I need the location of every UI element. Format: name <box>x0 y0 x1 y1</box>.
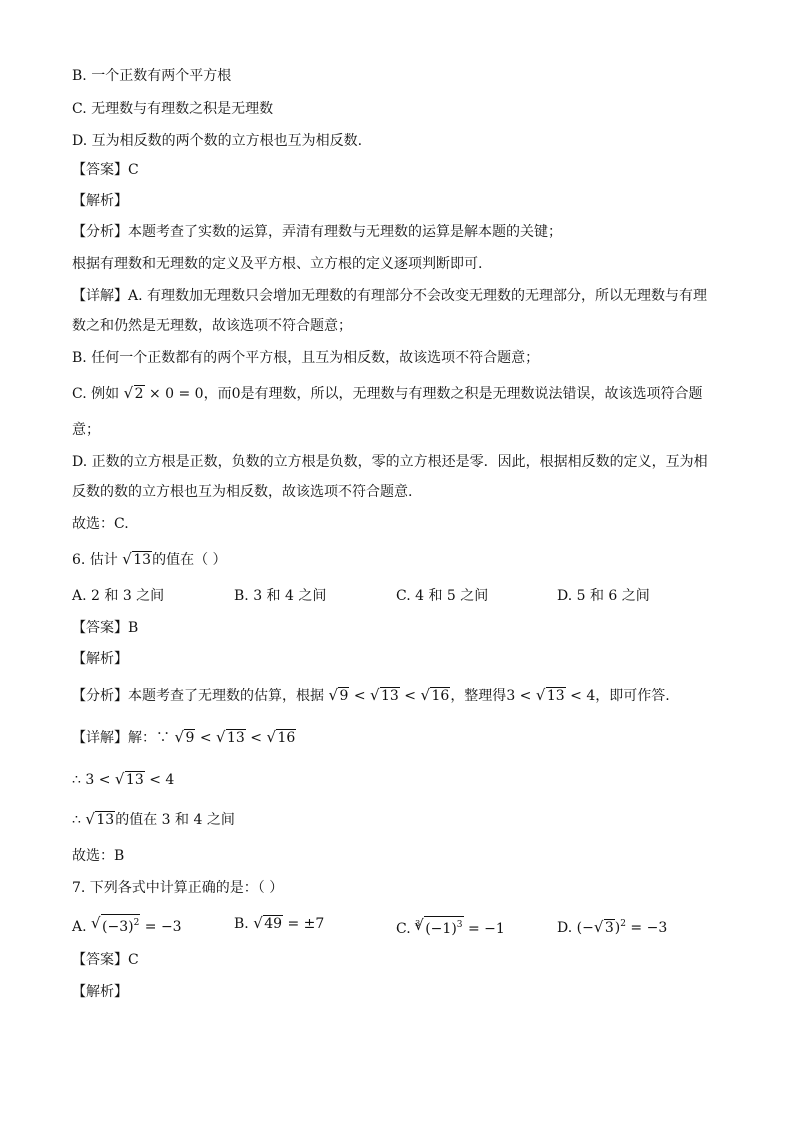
option-label: B. <box>234 916 249 932</box>
sqrt-expression <box>537 686 566 706</box>
sqrt-expression <box>371 686 400 706</box>
q7-option-c <box>396 914 505 939</box>
cube-root-expression <box>415 916 463 939</box>
q5-jiexi-heading: 【解析】 <box>72 193 128 209</box>
q7-option-d <box>557 914 667 938</box>
q5-fenxi-line2: 根据有理数和无理数的定义及平方根、立方根的定义逐项判断即可. <box>72 256 483 272</box>
sqrt-expression <box>86 810 115 830</box>
option-result: = −1 <box>467 921 505 937</box>
detail-c-after: ，而 <box>203 386 232 402</box>
detail-text: 解：∵ <box>128 730 170 746</box>
q7-option-a <box>72 914 182 937</box>
radicand: 2 <box>134 386 144 402</box>
sqrt-expression <box>116 770 145 790</box>
q6-stem-prefix: 6. 估计 <box>72 552 118 568</box>
q5-detail-d: D. 正数的立方根是正数，负数的立方根是负数，零的立方根还是零．因此，根据相反数的定义，互为相 <box>72 454 708 470</box>
radicand: 13 <box>133 552 152 568</box>
answer-value: C <box>128 952 139 968</box>
fenxi-mid: ，整理得 <box>450 688 507 704</box>
step2-prefix: ∴ 3 < <box>72 772 111 788</box>
sqrt-expression <box>123 550 152 570</box>
sqrt-expression <box>92 914 140 937</box>
q6-stem <box>72 550 227 570</box>
q6-option-b: B. 3 和 4 之间 <box>234 588 327 604</box>
radicand: 16 <box>431 688 450 704</box>
option-label: A. <box>72 919 87 935</box>
sqrt-expression <box>217 728 246 748</box>
detail-tag: 【详解】 <box>72 730 128 746</box>
q7-stem: 7. 下列各式中计算正确的是：（ ） <box>72 880 284 896</box>
less-than: < <box>353 688 366 704</box>
sqrt-expression <box>125 384 145 404</box>
step3-suffix: 的值在 3 和 4 之间 <box>115 812 235 828</box>
q6-answer <box>72 618 138 638</box>
option-result: = ±7 <box>287 916 325 932</box>
q5-detail-a-line2: 数之和仍然是无理数，故该选项不符合题意； <box>72 318 352 334</box>
q5-choice: 故选：C. <box>72 516 129 532</box>
radicand: 3 <box>604 920 614 936</box>
answer-tag: 【答案】 <box>72 162 128 178</box>
q5-answer <box>72 160 139 180</box>
q5-detail-c-line2: 意； <box>72 422 100 438</box>
q6-jiexi-heading: 【解析】 <box>72 651 128 667</box>
q5-detail-d-line2: 反数的数的立方根也互为相反数，故该选项不符合题意. <box>72 484 413 500</box>
option-result: = −3 <box>144 919 182 935</box>
less-than: < <box>199 730 212 746</box>
exponent: 2 <box>620 919 626 929</box>
fenxi-text: 本题考查了实数的运算，弄清有理数与无理数的运算是解本题的关键； <box>128 224 562 240</box>
q5-detail-c <box>72 384 703 404</box>
radicand: 9 <box>185 730 195 746</box>
q6-step2 <box>72 770 174 790</box>
sqrt-expression <box>175 728 195 748</box>
less-than: < <box>404 688 417 704</box>
option-label: C. <box>396 921 411 937</box>
q5-detail-b: B. 任何一个正数都有的两个平方根，且互为相反数，故该选项不符合题意； <box>72 350 540 366</box>
detail-c-text: 是有理数，所以，无理数与有理数之积是无理数说法错误，故该选项符合题 <box>240 386 703 402</box>
q5-option-c: C. 无理数与有理数之积是无理数 <box>72 101 274 117</box>
radicand: 16 <box>277 730 296 746</box>
radicand: 13 <box>96 812 115 828</box>
q5-option-b: B. 一个正数有两个平方根 <box>72 68 232 84</box>
q6-choice: 故选：B <box>72 848 125 864</box>
detail-c-prefix: C. 例如 <box>72 386 120 402</box>
fenxi-text: 本题考查了无理数的估算，根据 <box>128 688 324 704</box>
answer-tag: 【答案】 <box>72 620 128 636</box>
sqrt-expression <box>254 914 283 934</box>
fenxi-tag: 【分析】 <box>72 688 128 704</box>
paren-open: (− <box>576 920 594 936</box>
less-than: < <box>250 730 263 746</box>
radicand: 13 <box>227 730 245 746</box>
q5-fenxi <box>72 222 562 242</box>
detail-a-text: A. 有理数加无理数只会增加无理数的有理部分不会改变无理数的无理部分，所以无理数与有理 <box>128 288 708 304</box>
zero-value: 0 <box>231 386 241 402</box>
q6-step3 <box>72 810 235 830</box>
q7-jiexi-heading: 【解析】 <box>72 984 128 1000</box>
q7-answer <box>72 950 139 970</box>
fenxi-end: ，即可作答. <box>595 688 670 704</box>
option-result: = −3 <box>630 920 668 936</box>
q6-option-d: D. 5 和 6 之间 <box>557 588 650 604</box>
sqrt-expression <box>595 918 615 938</box>
detail-tag: 【详解】 <box>72 288 128 304</box>
q6-option-c: C. 4 和 5 之间 <box>396 588 489 604</box>
q6-stem-suffix: 的值在（ ） <box>152 552 227 568</box>
math-expression: × 0 = 0 <box>148 386 204 402</box>
root-index: 3 <box>415 919 421 928</box>
radicand: 9 <box>339 688 349 704</box>
exponent: 3 <box>456 920 463 930</box>
step2-suffix: < 4 <box>149 772 175 788</box>
option-label: D. <box>557 920 573 936</box>
radicand: 13 <box>546 688 565 704</box>
ineq-right: < 4 <box>570 688 596 704</box>
radicand: 13 <box>381 688 399 704</box>
ineq-left: 3 < <box>506 688 532 704</box>
exponent: 2 <box>133 918 140 928</box>
q7-option-b <box>234 914 324 934</box>
q6-detail <box>72 728 296 748</box>
step3-prefix: ∴ <box>72 812 81 828</box>
radicand: $(-1)^3$ <box>424 916 463 937</box>
sqrt-expression <box>421 686 450 706</box>
answer-tag: 【答案】 <box>72 952 128 968</box>
fenxi-tag: 【分析】 <box>72 224 128 240</box>
answer-value: C <box>128 162 139 178</box>
paren-close: ) <box>614 920 621 936</box>
radicand: 49 <box>264 916 283 932</box>
q5-option-d: D. 互为相反数的两个数的立方根也互为相反数. <box>72 133 363 149</box>
q6-option-a: A. 2 和 3 之间 <box>72 588 165 604</box>
radicand: $(-3)^2$ <box>101 914 140 935</box>
radicand: 13 <box>125 772 144 788</box>
sqrt-expression <box>329 686 349 706</box>
q5-detail-a <box>72 286 707 306</box>
sqrt-expression <box>267 728 296 748</box>
q6-fenxi <box>72 686 670 706</box>
answer-value: B <box>128 620 139 636</box>
